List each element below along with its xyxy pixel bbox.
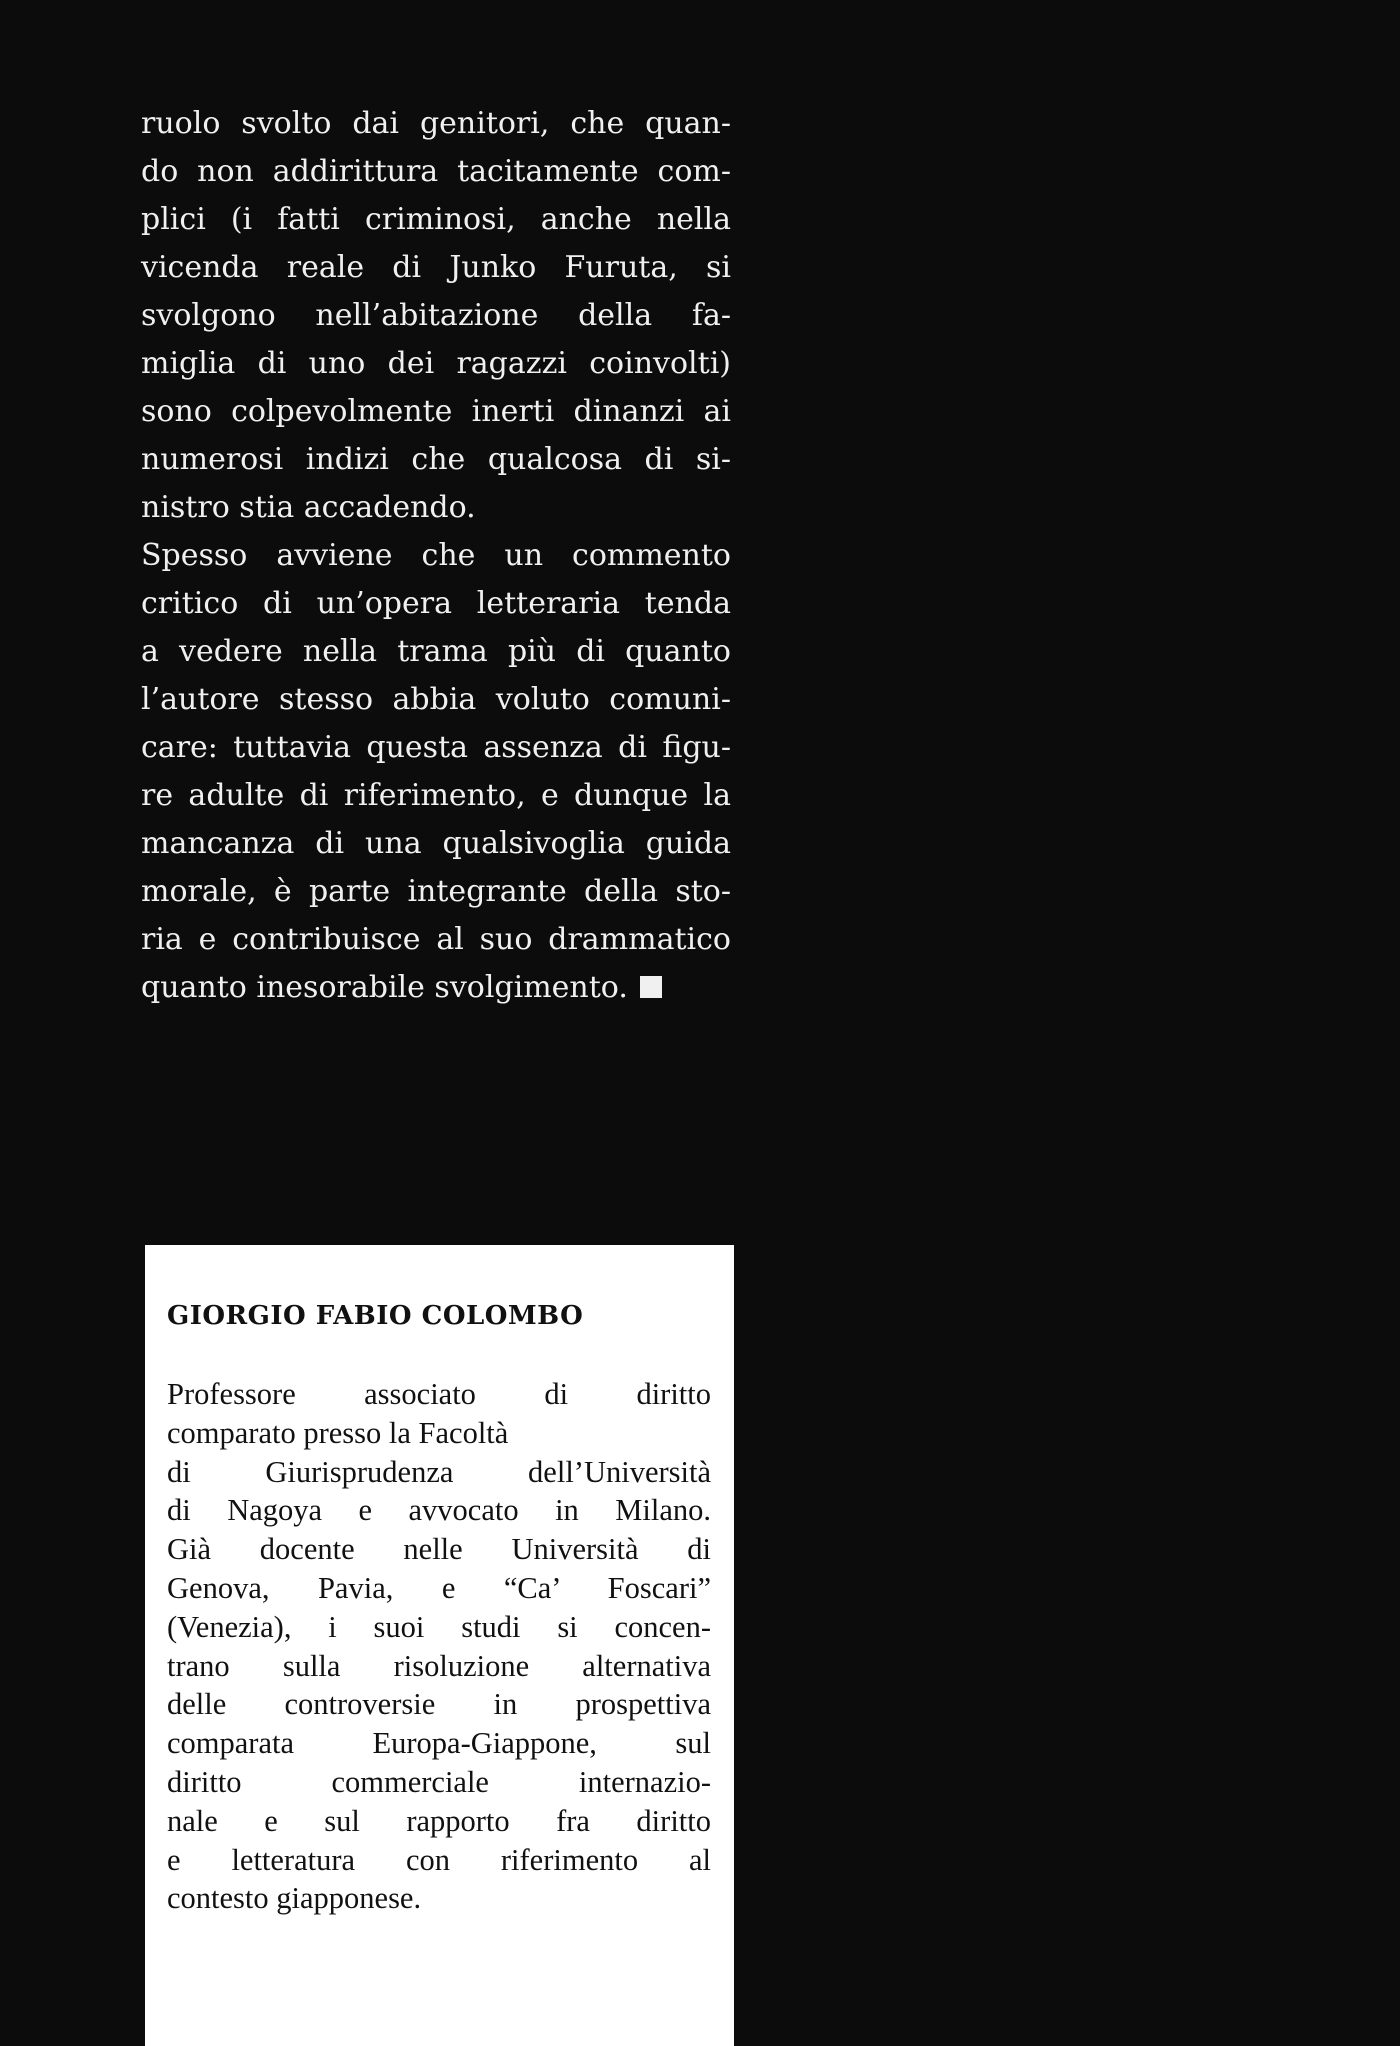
article-line: morale, è parte integrante della sto- bbox=[141, 874, 731, 909]
article-line: sono colpevolmente inerti dinanzi ai bbox=[141, 394, 731, 429]
bio-line: (Venezia), i suoi studi si concen- bbox=[167, 1609, 711, 1644]
article-line: vicenda reale di Junko Furuta, si bbox=[141, 250, 731, 285]
bio-line: diritto commerciale internazio- bbox=[167, 1764, 711, 1799]
article-line: Spesso avviene che un commento bbox=[141, 538, 731, 573]
article-line: mancanza di una qualsivoglia guida bbox=[141, 826, 731, 861]
article-line: a vedere nella trama più di quanto bbox=[141, 634, 731, 669]
bio-line: comparata Europa-Giappone, sul bbox=[167, 1726, 711, 1761]
bio-line: di Nagoya e avvocato in Milano. bbox=[167, 1493, 711, 1528]
article-line-text: quanto inesorabile svolgimento. bbox=[141, 970, 628, 1005]
article-line: miglia di uno dei ragazzi coinvolti) bbox=[141, 346, 731, 381]
bio-line: Genova, Pavia, e “Ca’ Foscari” bbox=[167, 1570, 711, 1605]
article-body bbox=[141, 100, 731, 1012]
bio-line: trano sulla risoluzione alternativa bbox=[167, 1648, 711, 1683]
article-line: critico di un’opera letteraria tenda bbox=[141, 586, 731, 621]
article-line: plici (i fatti criminosi, anche nella bbox=[141, 202, 731, 237]
author-name: GIORGIO FABIO COLOMBO bbox=[167, 1301, 584, 1331]
author-bio-box bbox=[145, 1245, 734, 2046]
bio-line: delle controversie in prospettiva bbox=[167, 1687, 711, 1722]
article-line: ria e contribuisce al suo drammatico bbox=[141, 922, 731, 957]
article-line: svolgono nell’abitazione della fa- bbox=[141, 298, 731, 333]
article-line: l’autore stesso abbia voluto comuni- bbox=[141, 682, 731, 717]
article-line: numerosi indizi che qualcosa di si- bbox=[141, 442, 731, 477]
bio-line: comparato presso la Facoltà bbox=[167, 1415, 509, 1450]
bio-line: nale e sul rapporto fra diritto bbox=[167, 1803, 711, 1838]
article-line: care: tuttavia questa assenza di figu- bbox=[141, 730, 731, 765]
article-last-line bbox=[141, 964, 731, 1012]
article-line: nistro stia accadendo. bbox=[141, 490, 476, 525]
article-line: do non addirittura tacitamente com- bbox=[141, 154, 731, 189]
bio-line: Professore associato di diritto bbox=[167, 1377, 711, 1411]
bio-line: Già docente nelle Università di bbox=[167, 1532, 711, 1567]
bio-line: di Giurisprudenza dell’Università bbox=[167, 1454, 711, 1489]
article-line: ruolo svolto dai genitori, che quan- bbox=[141, 106, 731, 141]
bio-line: e letteratura con riferimento al bbox=[167, 1842, 711, 1877]
end-of-article-square-icon bbox=[640, 976, 662, 998]
author-bio-text bbox=[167, 1375, 711, 1918]
bio-line: contesto giapponese. bbox=[167, 1881, 422, 1916]
article-line: re adulte di riferimento, e dunque la bbox=[141, 778, 731, 813]
